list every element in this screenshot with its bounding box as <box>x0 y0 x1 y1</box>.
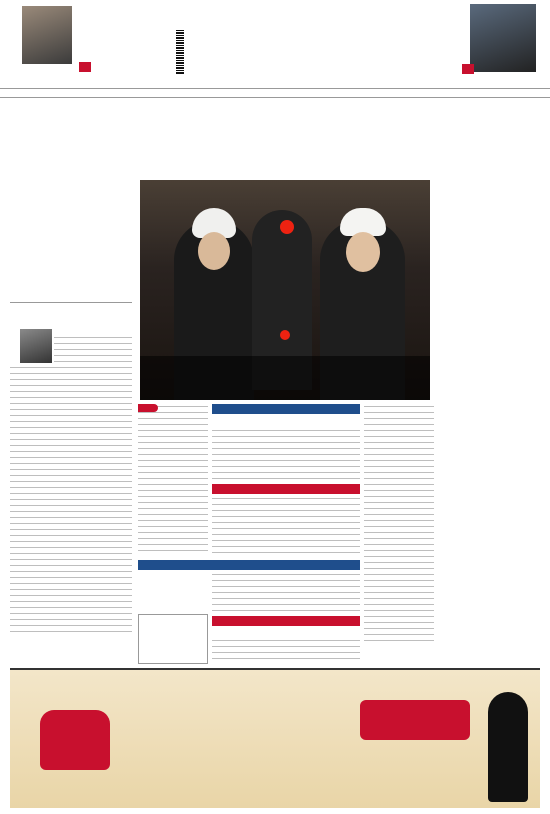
phone-icon <box>40 710 110 770</box>
red-label <box>138 404 158 412</box>
center-right-body <box>364 406 434 646</box>
right-teaser-photo <box>470 4 536 72</box>
barcode <box>176 30 184 75</box>
red-dot-icon <box>280 220 294 234</box>
center-left-body <box>138 406 208 556</box>
box3-head <box>138 560 360 570</box>
issue-bar <box>0 88 550 98</box>
left-teaser-page <box>79 62 91 72</box>
box-head <box>212 404 360 414</box>
editorial-author-photo <box>20 329 52 363</box>
right-column <box>438 150 544 640</box>
obituary <box>138 614 208 664</box>
red-dot-icon <box>280 330 290 340</box>
editorial-body <box>54 337 132 363</box>
box3-body <box>212 574 360 614</box>
ad-phones <box>190 690 340 780</box>
person-silhouette-icon <box>488 692 528 802</box>
ad-label-box <box>360 700 470 740</box>
left-teaser-photo <box>22 6 72 64</box>
logo <box>176 12 376 82</box>
right-teaser-page <box>462 64 474 74</box>
box2-head <box>212 484 360 494</box>
ad-banner <box>10 668 540 808</box>
left-column <box>10 100 125 300</box>
box2-body <box>212 498 360 558</box>
main-photo <box>140 180 430 400</box>
box1-body <box>212 430 360 482</box>
masthead <box>0 0 550 110</box>
face-right <box>346 232 380 272</box>
photo-caption <box>140 356 430 400</box>
face-left <box>198 232 230 270</box>
box4-head <box>212 616 360 626</box>
box4-body <box>212 640 360 664</box>
editorial-body <box>10 367 132 637</box>
editorial <box>10 302 132 652</box>
center-lower <box>138 404 434 664</box>
